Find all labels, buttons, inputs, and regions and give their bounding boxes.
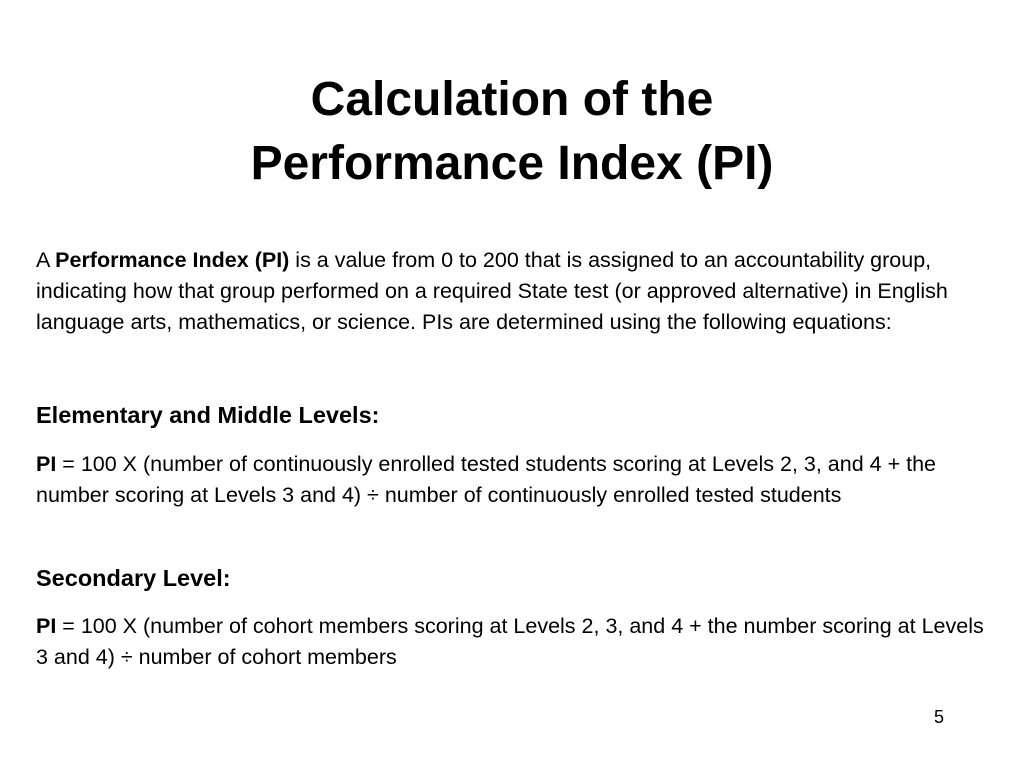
intro-paragraph — [36, 245, 996, 338]
slide-title — [0, 68, 1024, 196]
elementary-formula-label: PI — [36, 452, 57, 476]
intro-prefix: A — [36, 248, 56, 272]
page-number: 5 — [933, 707, 944, 727]
elementary-heading: Elementary and Middle Levels: — [36, 402, 380, 428]
intro-term: Performance Index (PI) — [55, 248, 290, 272]
elementary-formula-text: = 100 X (number of continuously enrolled tested students scoring at Levels 2, 3, and 4 + the number scoring at Levels 3 and 4) ÷ number of continuously enrolled tested students — [36, 452, 936, 507]
slide-title-line-2: Performance Index (PI) — [250, 137, 774, 190]
intro-text: is a value from 0 to 200 that is assigned to an accountability group, indicating how that group performed on a required State test (or approved alternative) in English language arts, mathematics, or science. PIs are determined using the following equations: — [36, 248, 948, 334]
secondary-formula-text: = 100 X (number of cohort members scoring at Levels 2, 3, and 4 + the number scoring at Levels 3 and 4) ÷ number of cohort members — [36, 614, 984, 669]
secondary-formula — [36, 611, 996, 673]
slide-title-line-1: Calculation of the — [310, 73, 714, 126]
secondary-heading: Secondary Level: — [36, 565, 231, 591]
elementary-formula — [36, 449, 996, 511]
secondary-formula-label: PI — [36, 614, 57, 638]
